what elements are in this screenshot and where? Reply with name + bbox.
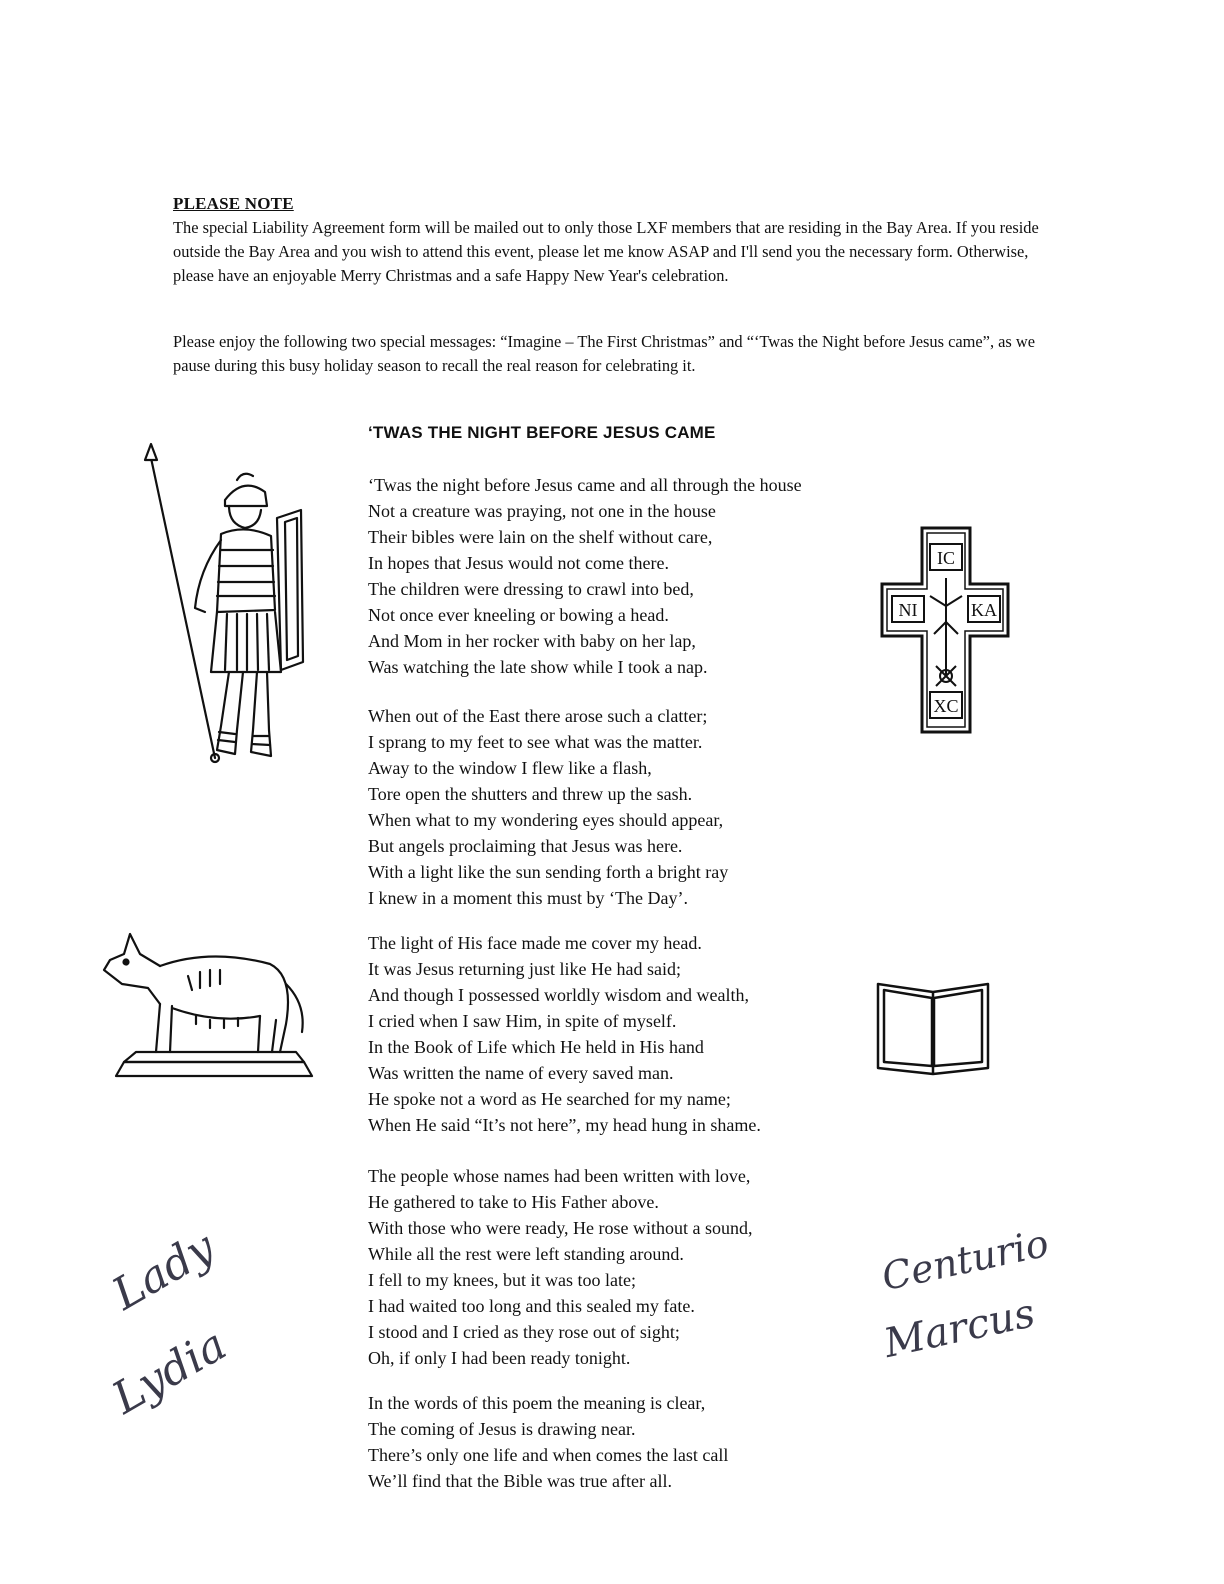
poem-line: With those who were ready, He rose without a sound, <box>368 1218 753 1238</box>
poem-line: But angels proclaiming that Jesus was here. <box>368 836 683 856</box>
poem-line: With a light like the sun sending forth a bright ray <box>368 862 729 882</box>
poem-line: Was watching the late show while I took a nap. <box>368 657 708 677</box>
poem-line: It was Jesus returning just like He had said; <box>368 959 681 979</box>
signature-right-line2: Marcus <box>880 1290 1039 1367</box>
poem-line: The children were dressing to crawl into bed, <box>368 579 694 599</box>
poem-line: While all the rest were left standing around. <box>368 1244 684 1264</box>
poem-line: He gathered to take to His Father above. <box>368 1192 659 1212</box>
intro-paragraph <box>173 330 1053 378</box>
note-heading: PLEASE NOTE <box>173 194 294 213</box>
cross-text-right: KA <box>971 600 997 620</box>
poem-line: The light of His face made me cover my head. <box>368 933 702 953</box>
poem-line: In the words of this poem the meaning is clear, <box>368 1393 706 1413</box>
poem-line: I had waited too long and this sealed my fate. <box>368 1296 695 1316</box>
signature-lady-lydia <box>98 1221 248 1458</box>
open-book-icon <box>874 980 992 1078</box>
poem-line: In hopes that Jesus would not come there. <box>368 553 669 573</box>
intro-paragraph-text: Please enjoy the following two special messages: “Imagine – The First Christmas” and “‘Twas the Night before Jesus came”, as we pause during this busy holiday season to recall the real reason for celebrating it. <box>173 332 1036 375</box>
signature-right-line1: Centurio <box>878 1220 1053 1300</box>
poem-line: Their bibles were lain on the shelf without care, <box>368 527 713 547</box>
poem-line: Away to the window I flew like a flash, <box>368 758 652 778</box>
chi-rho-cross-icon <box>878 526 1014 736</box>
poem-line: I fell to my knees, but it was too late; <box>368 1270 636 1290</box>
poem-title: ‘TWAS THE NIGHT BEFORE JESUS CAME <box>368 423 716 442</box>
poem-stanza-1 <box>368 472 802 680</box>
poem-line: ‘Twas the night before Jesus came and all through the house <box>368 475 802 495</box>
poem-stanza-3 <box>368 930 761 1138</box>
poem-stanza-2 <box>368 703 728 911</box>
poem-line: Oh, if only I had been ready tonight. <box>368 1348 631 1368</box>
poem-line: He spoke not a word as He searched for my name; <box>368 1089 731 1109</box>
poem-line: When He said “It’s not here”, my head hung in shame. <box>368 1115 761 1135</box>
poem-line: Not a creature was praying, not one in the house <box>368 501 716 521</box>
poem-line: The coming of Jesus is drawing near. <box>368 1419 636 1439</box>
poem-line: And Mom in her rocker with baby on her lap, <box>368 631 696 651</box>
poem-line: When out of the East there arose such a clatter; <box>368 706 708 726</box>
poem-line: We’ll find that the Bible was true after all. <box>368 1471 672 1491</box>
signature-centurio-marcus <box>876 1220 1053 1396</box>
signature-left-line1: Lady <box>104 1221 224 1321</box>
poem-line: I stood and I cried as they rose out of sight; <box>368 1322 680 1342</box>
cross-text-bottom: XC <box>933 696 959 716</box>
poem-stanza-4 <box>368 1163 753 1371</box>
cross-text-top: IC <box>937 548 955 568</box>
poem-line: There’s only one life and when comes the last call <box>368 1445 729 1465</box>
poem-line: And though I possessed worldly wisdom and wealth, <box>368 985 749 1005</box>
poem-line: When what to my wondering eyes should appear, <box>368 810 724 830</box>
poem-line: Not once ever kneeling or bowing a head. <box>368 605 669 625</box>
signature-left-line2: Lydia <box>104 1319 235 1425</box>
note-paragraph-text: The special Liability Agreement form will be mailed out to only those LXF members that are residing in the Bay Area. If you reside outside the Bay Area and you wish to attend this event, please let me know ASAP and I'll send you the necessary form. Otherwise, please have an enjoyable Merry Christmas and a safe Happy New Year's celebration. <box>173 218 1039 285</box>
poem-stanza-5 <box>368 1390 728 1494</box>
cross-text-left: NI <box>898 600 918 620</box>
roman-soldier-illustration <box>125 440 325 770</box>
capitoline-wolf-illustration <box>100 924 322 1080</box>
poem-line: In the Book of Life which He held in His hand <box>368 1037 704 1057</box>
poem-line: Was written the name of every saved man. <box>368 1063 674 1083</box>
poem-line: The people whose names had been written with love, <box>368 1166 751 1186</box>
note-paragraph <box>173 216 1053 288</box>
poem-line: I cried when I saw Him, in spite of myself. <box>368 1011 677 1031</box>
poem-line: Tore open the shutters and threw up the sash. <box>368 784 693 804</box>
poem-line: I knew in a moment this must by ‘The Day’. <box>368 888 688 908</box>
poem-line: I sprang to my feet to see what was the matter. <box>368 732 703 752</box>
